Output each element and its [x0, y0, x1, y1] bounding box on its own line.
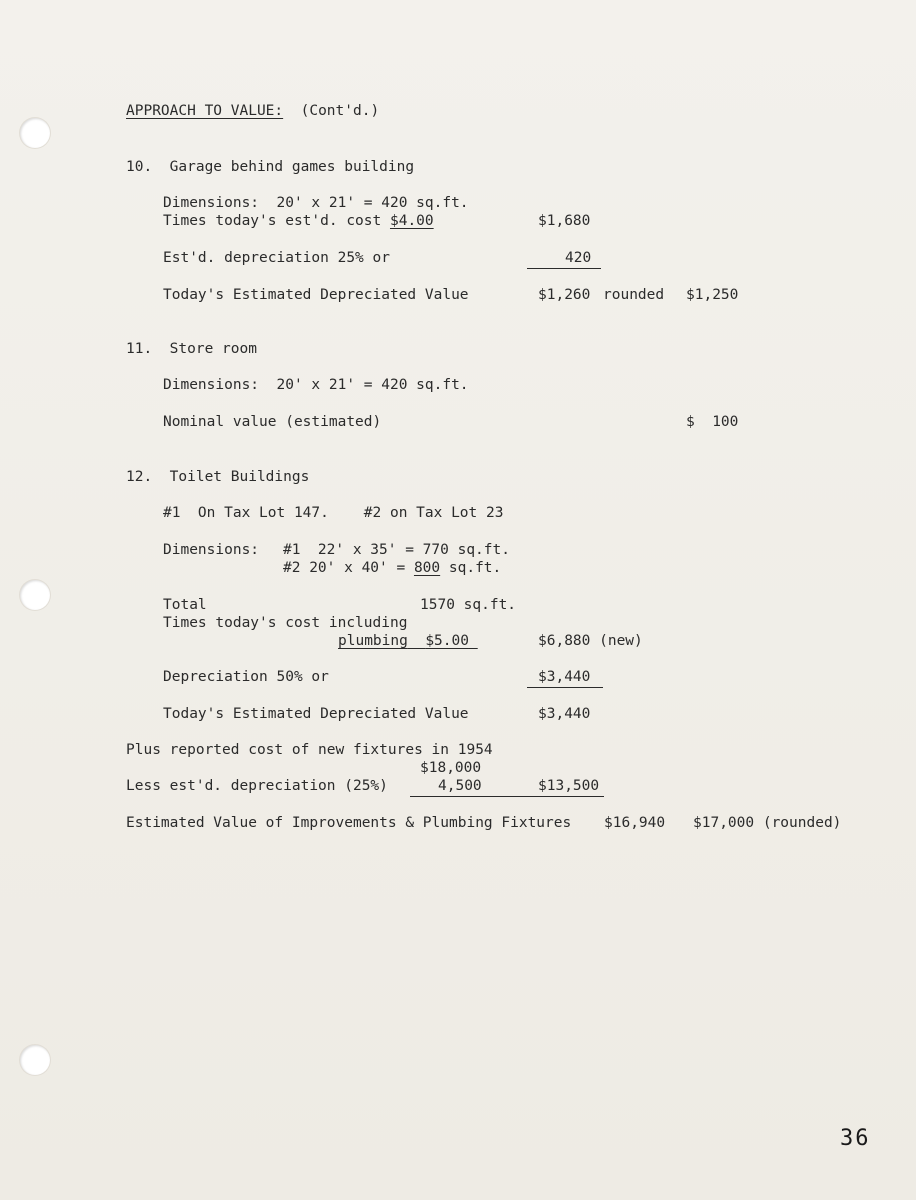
rule [410, 796, 604, 797]
item-11-nominal-label: Nominal value (estimated) [163, 414, 382, 430]
page-number: 36 [840, 1126, 871, 1151]
item-11-dimensions: Dimensions: 20' x 21' = 420 sq.ft. [163, 377, 469, 393]
item-12-dimension-2: #2 20' x 40' = 800 sq.ft. [283, 560, 502, 576]
item-12-title: 12. Toilet Buildings [126, 469, 310, 485]
item-12-dimensions-label: Dimensions: [163, 542, 260, 558]
item-12-tax-lots: #1 On Tax Lot 147. #2 on Tax Lot 23 [163, 505, 504, 521]
section-heading: APPROACH TO VALUE: (Cont'd.) [126, 103, 380, 119]
fixtures-cost: $18,000 [420, 760, 482, 776]
item-12-edv-value: $3,440 [538, 706, 591, 722]
item-10-times-line: Times today's est'd. cost $4.00 [163, 213, 434, 229]
item-10-cost-value: $1,680 [538, 213, 591, 229]
item-11-title: 11. Store room [126, 341, 257, 357]
rule [527, 687, 603, 688]
item-12-new-value: $6,880 (new) [538, 633, 643, 649]
item-10-edv-label: Today's Estimated Depreciated Value [163, 287, 469, 303]
item-12-plumbing-line: plumbing $5.00 [338, 633, 469, 649]
item-12-total-label: Total [163, 597, 207, 613]
item-10-depreciation-label: Est'd. depreciation 25% or [163, 250, 390, 266]
punch-hole [20, 118, 50, 148]
fixtures-net-value: $13,500 [538, 778, 600, 794]
rule [527, 268, 601, 269]
item-10-edv-value: $1,260 [538, 287, 591, 303]
item-12-depreciation-label: Depreciation 50% or [163, 669, 329, 685]
punch-hole [20, 1045, 50, 1075]
less-depreciation-value: 4,500 [438, 778, 482, 794]
item-10-rounded-label: rounded [603, 287, 665, 303]
total-estimated-value: $16,940 [604, 815, 666, 831]
item-11-nominal-value: $ 100 [686, 414, 739, 430]
item-12-total-value: 1570 sq.ft. [420, 597, 517, 613]
item-10-rounded-value: $1,250 [686, 287, 739, 303]
total-estimated-label: Estimated Value of Improvements & Plumbing Fixtures [126, 815, 572, 831]
item-12-depreciation-value: $3,440 [538, 669, 591, 685]
item-10-depreciation-value: 420 [565, 250, 592, 266]
total-rounded-value: $17,000 (rounded) [693, 815, 842, 831]
item-12-times-label: Times today's cost including [163, 615, 408, 631]
fixtures-label: Plus reported cost of new fixtures in 1954 [126, 742, 493, 758]
item-10-dimensions: Dimensions: 20' x 21' = 420 sq.ft. [163, 195, 469, 211]
item-10-title: 10. Garage behind games building [126, 159, 415, 175]
punch-hole [20, 580, 50, 610]
item-12-dimension-1: #1 22' x 35' = 770 sq.ft. [283, 542, 510, 558]
item-12-edv-label: Today's Estimated Depreciated Value [163, 706, 469, 722]
less-depreciation-label: Less est'd. depreciation (25%) [126, 778, 388, 794]
